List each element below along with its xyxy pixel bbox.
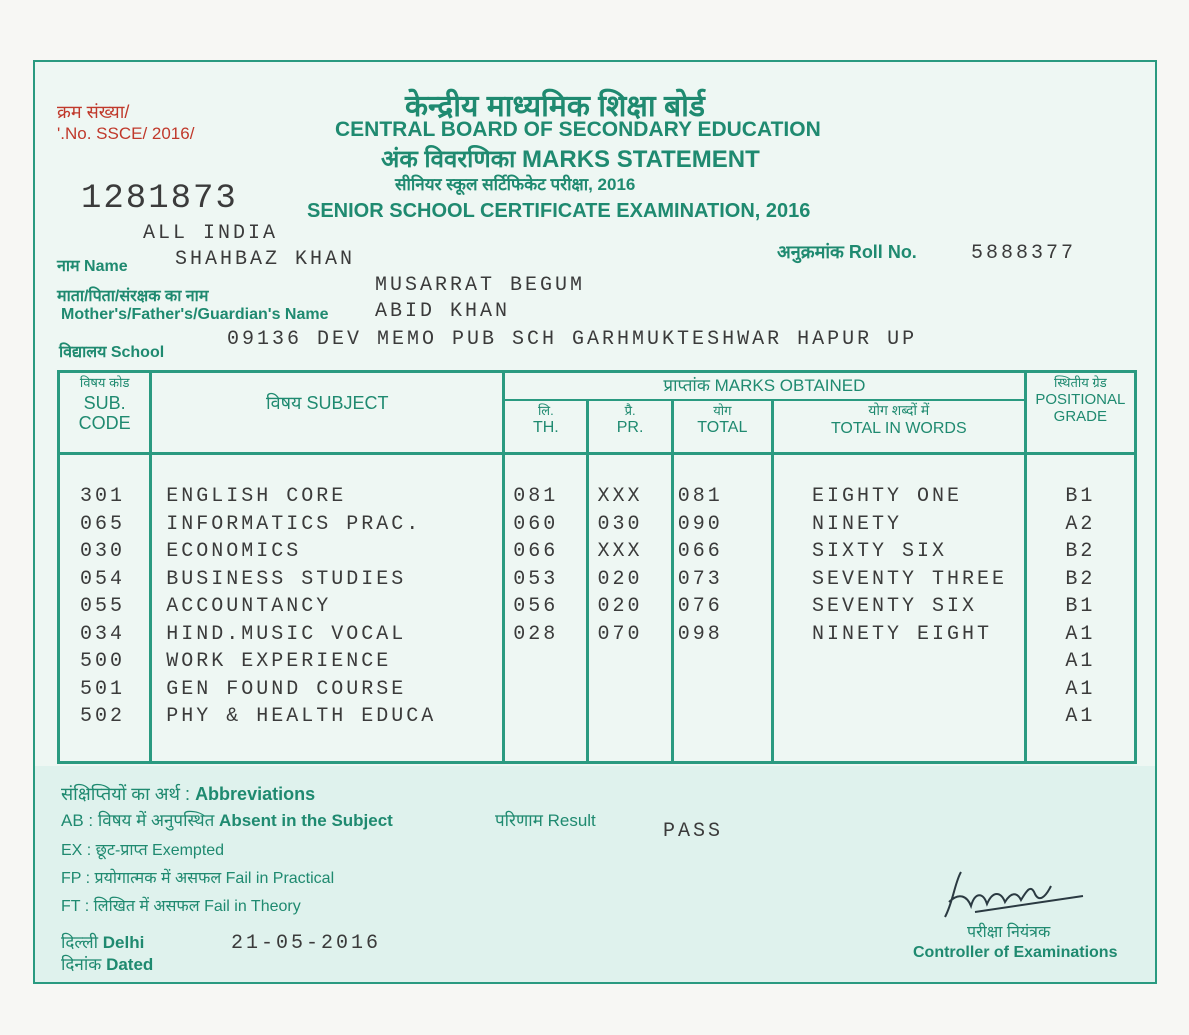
abbr-exempted: EX : छूट-प्राप्त Exempted [61,842,225,859]
header-marks-obtained: प्राप्तांक MARKS OBTAINED [504,372,1025,400]
table-cell: A1 [1065,622,1096,646]
table-cell: 501 [80,677,126,701]
practical-column [588,454,672,763]
table-cell: 500 [80,650,126,673]
table-cell: XXX [597,540,643,563]
table-cell: 028 [513,622,559,646]
table-cell: A1 [1065,650,1096,673]
table-cell: 081 [513,485,559,508]
place-label: दिल्ली Delhi [61,933,145,952]
table-cell: INFORMATICS PRAC. [166,512,422,536]
table-cell: 502 [80,705,126,728]
parent-label-english: Mother's/Father's/Guardian's Name [61,306,329,323]
table-cell: B1 [1065,485,1096,508]
table-cell: NINETY EIGHT [811,622,992,646]
header-grade: स्थितीय ग्रेड POSITIONAL GRADE [1025,372,1135,454]
table-cell: NINETY [811,512,902,536]
table-cell: XXX [597,485,643,508]
table-cell: A2 [1065,512,1096,536]
table-cell: ECONOMICS [166,540,302,563]
parent-label-hindi: माता/पिता/संरक्षक का नाम [57,288,209,305]
school-name: 09136 DEV MEMO PUB SCH GARHMUKTESHWAR HAPUR UP [227,328,918,351]
board-name-hindi: केन्द्रीय माध्यमिक शिक्षा बोर्ड [405,90,705,123]
result-label: परिणाम Result [495,811,596,830]
table-cell: ACCOUNTANCY [166,595,332,618]
table-cell: 090 [677,512,723,536]
name-label: नाम Name [57,258,128,275]
serial-label-en: '.No. SSCE/ 2016/ [57,124,195,143]
result-value: PASS [663,820,724,843]
table-cell: 055 [80,595,126,618]
table-cell: 034 [80,622,126,646]
marks-statement-document [33,60,1157,984]
table-cell: 073 [677,567,723,591]
table-cell: SEVENTY THREE [811,567,1007,591]
table-cell: 098 [677,622,723,646]
table-cell: 053 [513,567,559,591]
table-cell: B2 [1065,567,1096,591]
exam-title-hindi: सीनियर स्कूल सर्टिफिकेट परीक्षा, 2016 [395,175,636,194]
table-cell: B2 [1065,540,1096,563]
abbr-fail-practical: FP : प्रयोगात्मक में असफल Fail in Practical [61,870,335,887]
table-cell: 020 [597,595,643,618]
table-cell: GEN FOUND COURSE [166,677,407,701]
table-cell: 081 [677,485,723,508]
table-cell: BUSINESS STUDIES [166,567,407,591]
subject-column [151,454,504,763]
board-name-english: CENTRAL BOARD OF SECONDARY EDUCATION [335,118,821,141]
table-cell: 066 [677,540,723,563]
table-cell: ENGLISH CORE [166,485,347,508]
table-cell: 054 [80,567,126,591]
table-cell: 030 [80,540,126,563]
table-cell: 060 [513,512,559,536]
table-cell: 056 [513,595,559,618]
table-cell: 066 [513,540,559,563]
header-total: योग TOTAL [672,400,772,454]
table-cell: 020 [597,567,643,591]
table-cell: 076 [677,595,723,618]
controller-signature [935,862,1085,922]
school-label: विद्यालय School [59,344,165,361]
code-column [59,454,151,763]
controller-title-english: Controller of Examinations [913,944,1118,961]
header-code: विषय कोड SUB. CODE [59,372,151,454]
issue-date: 21-05-2016 [231,932,382,955]
header-total-in-words: योग शब्दों में TOTAL IN WORDS [772,400,1025,454]
roll-number: 5888377 [971,242,1077,265]
abbr-absent: AB : विषय में अनुपस्थित Absent in the Subject [61,811,393,830]
table-cell: 030 [597,512,643,536]
table-cell: HIND.MUSIC VOCAL [166,622,407,646]
controller-title-hindi: परीक्षा नियंत्रक [967,924,1051,941]
marks-table [57,370,1137,764]
father-name: ABID KHAN [375,300,511,323]
mother-name: MUSARRAT BEGUM [375,274,586,297]
abbr-fail-theory: FT : लिखित में असफल Fail in Theory [61,898,301,915]
candidate-name: SHAHBAZ KHAN [175,248,356,271]
table-cell: 301 [80,485,126,508]
table-cell: B1 [1065,595,1096,618]
header-theory: लि. TH. [504,400,588,454]
date-label: दिनांक Dated [61,955,154,974]
table-cell: A1 [1065,677,1096,701]
header-subject: विषय SUBJECT [151,372,504,454]
table-cell: PHY & HEALTH EDUCA [166,705,437,728]
table-cell: 070 [597,622,643,646]
table-cell: WORK EXPERIENCE [166,650,392,673]
statement-title: अंक विवरणिका MARKS STATEMENT [381,146,760,173]
total-column [672,454,772,763]
exam-title-english: SENIOR SCHOOL CERTIFICATE EXAMINATION, 2016 [307,200,811,222]
serial-number: 1281873 [81,180,238,218]
grade-column [1025,454,1135,763]
words-column [772,454,1025,763]
roll-label: अनुक्रमांक Roll No. [777,242,917,262]
table-cell: EIGHTY ONE [811,485,962,508]
table-cell: SEVENTY SIX [811,595,977,618]
header-practical: प्रै. PR. [588,400,672,454]
table-cell: A1 [1065,705,1096,728]
abbreviations-title: संक्षिप्तियों का अर्थ : Abbreviations [61,784,316,804]
serial-label-hi: क्रम संख्या/ [57,102,130,122]
region: ALL INDIA [143,222,279,245]
theory-column [504,454,588,763]
table-cell: 065 [80,512,126,536]
table-cell: SIXTY SIX [811,540,947,563]
